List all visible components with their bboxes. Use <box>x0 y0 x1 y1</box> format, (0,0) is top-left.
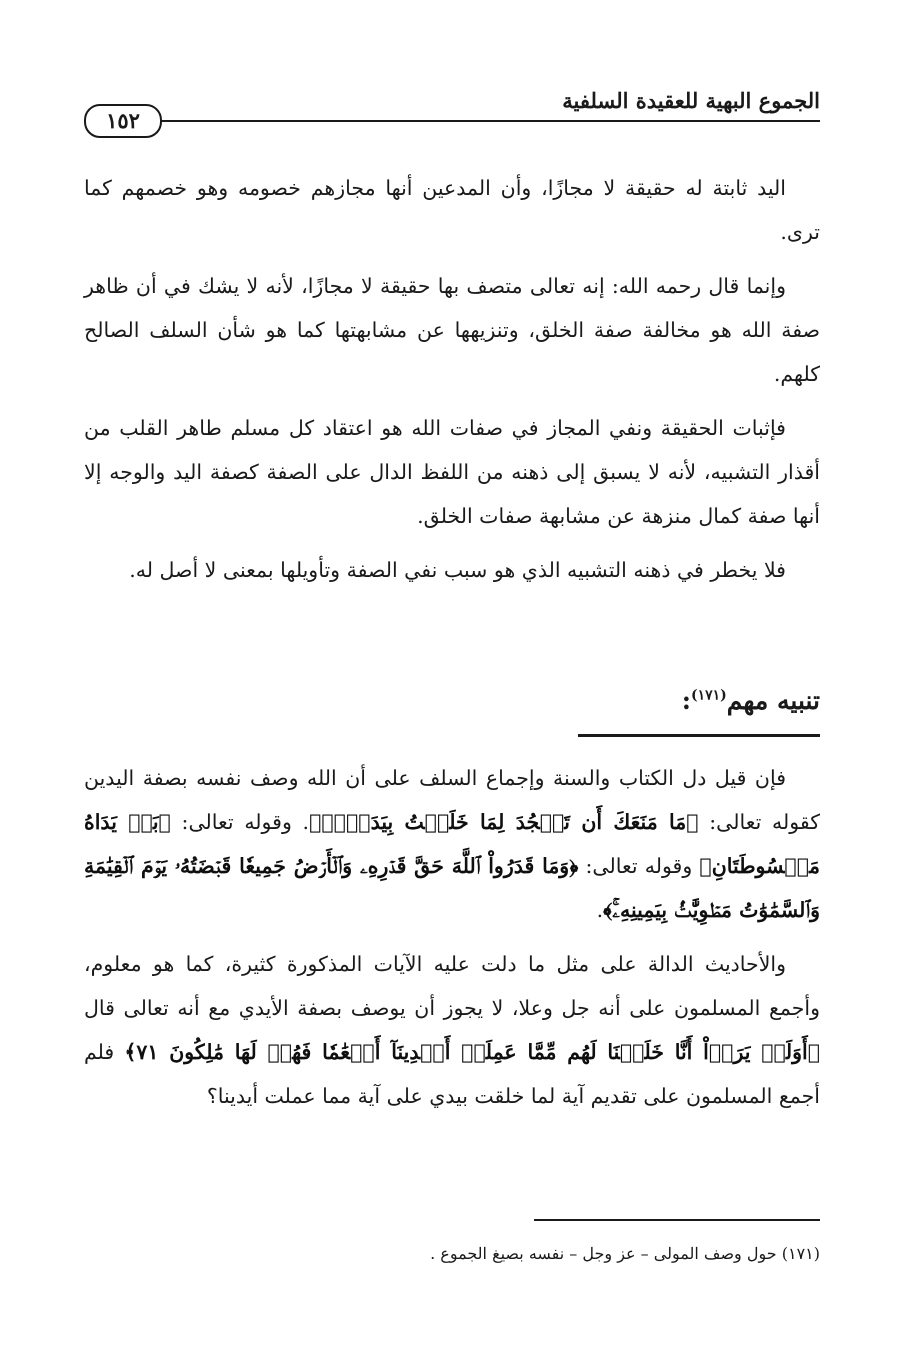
page-header <box>84 88 820 144</box>
text: وقوله تعالى: <box>578 854 700 878</box>
main-text-top <box>84 166 820 592</box>
text: والأحاديث الدالة على مثل ما دلت عليه الآيات المذكورة كثيرة، كما هو معلوم، وأجمع المسلمون على أنه جل وعلا، لا يجوز أن يوصف بصفة الأيدي مع أنه تعالى قال <box>84 952 820 1020</box>
paragraph <box>84 756 820 932</box>
header-rule <box>84 120 820 122</box>
text: . وقوله تعالى: <box>170 810 310 834</box>
paragraph: فإثبات الحقيقة ونفي المجاز في صفات الله هو اعتقاد كل مسلم طاهر القلب من أقذار التشبيه، لأنه لا يسبق إلى ذهنه من اللفظ الدال على الصفة كصفة اليد والوجه إلا أنها صفة كمال منزهة عن مشابهة صفات الخلق. <box>84 416 820 528</box>
notice-heading-text: تنبيه مهم <box>726 686 820 715</box>
notice-underline <box>578 734 820 737</box>
footnote-ref: (١٧١) <box>690 687 727 704</box>
text: فإن قيل دل الكتاب والسنة وإجماع السلف على أن الله وصف نفسه بصفة اليدين كقوله تعالى: <box>84 766 821 834</box>
book-title: الجموع البهية للعقيدة السلفية <box>562 88 820 113</box>
paragraph: اليد ثابتة له حقيقة لا مجازًا، وأن المدعين أنها مجازهم خصومه وهو خصمهم كما ترى. <box>84 176 820 244</box>
footnote-rule <box>534 1219 820 1221</box>
page-number: ١٥٢ <box>84 104 162 138</box>
text: فلم أجمع المسلمون على تقديم آية لما خلقت بيدي على آية مما عملت أيدينا؟ <box>84 1040 820 1108</box>
quran-verse: ﴿وَمَا قَدَرُواْ ٱللَّهَ حَقَّ قَدۡرِهِۦ وَٱلۡأَرۡضُ جَمِيعٗا قَبۡضَتُهُۥ يَوۡمَ ٱلۡقِيَٰمَةِ وَٱلسَّمَٰوَٰتُ مَطۡوِيَّٰتُۢ بِيَمِينِهِۦۚ﴾ <box>84 854 820 922</box>
notice-colon: : <box>681 686 691 715</box>
notice-heading <box>682 686 820 715</box>
quran-verse: ﴿مَا مَنَعَكَ أَن تَسۡجُدَ لِمَا خَلَقۡتُ بِيَدَيَّۖ﴾ <box>309 810 699 834</box>
paragraph: وإنما قال رحمه الله: إنه تعالى متصف بها حقيقة لا مجازًا، لأنه لا يشك في أن ظاهر صفة الله هو مخالفة صفة الخلق، وتنزيهها عن مشابهتها كما هو شأن السلف الصالح كلهم. <box>84 274 820 386</box>
text: . <box>596 898 604 922</box>
quran-verse: ﴿بَلۡ يَدَاهُ مَبۡسُوطَتَانِ﴾ <box>84 810 820 878</box>
paragraph: فلا يخطر في ذهنه التشبيه الذي هو سبب نفي الصفة وتأويلها بمعنى لا أصل له. <box>129 558 786 582</box>
main-text-bottom <box>84 756 820 1118</box>
quran-verse: ﴿أَوَلَمۡ يَرَوۡاْ أَنَّا خَلَقۡنَا لَهُم مِّمَّا عَمِلَتۡ أَيۡدِينَآ أَنۡعَٰمٗا فَهُمۡ لَهَا مَٰلِكُونَ ٧١﴾ <box>124 1040 820 1064</box>
footnote: (١٧١) حول وصف المولى – عز وجل – نفسه بصيغ الجموع . <box>430 1244 820 1263</box>
paragraph <box>84 942 820 1118</box>
